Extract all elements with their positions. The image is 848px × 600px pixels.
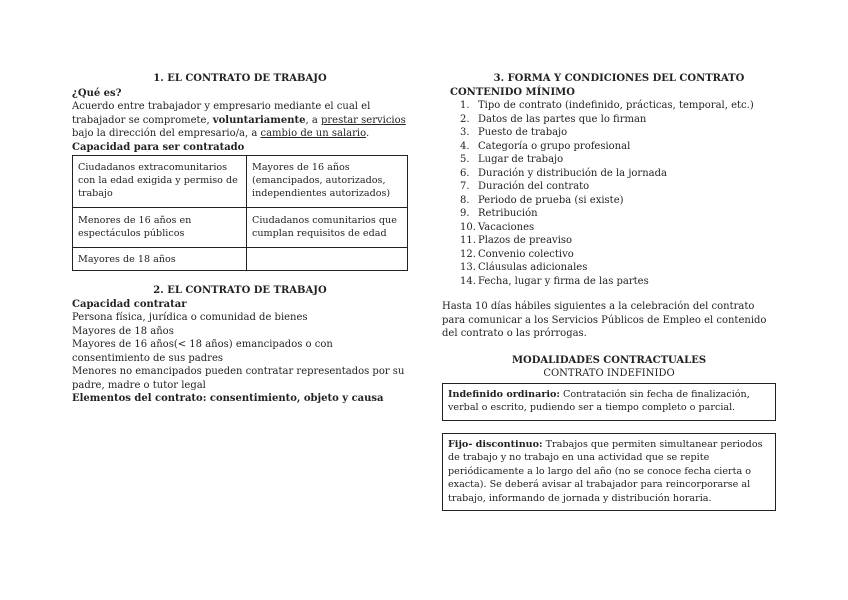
capacity-line: Mayores de 18 años	[72, 325, 174, 337]
box-text: Contratación sin fecha de finalización, verbal o escrito, pudiendo ser a tiempo completo o parcial.	[448, 388, 750, 413]
table-cell: Menores de 16 años en espectáculos públicos	[73, 208, 247, 248]
list-number: 8.	[460, 194, 470, 206]
capacity-heading: Capacidad para ser contratado	[72, 141, 245, 153]
table-row	[73, 156, 408, 208]
minimum-content-list	[442, 99, 776, 288]
list-item-text: Puesto de trabajo	[478, 127, 568, 138]
minimum-content-heading: CONTENIDO MÍNIMO	[450, 86, 575, 98]
table-cell: Mayores de 16 años (emancipados, autorizados, independientes autorizados)	[247, 156, 408, 208]
list-item-text: Retribución	[478, 208, 538, 219]
capacity-line: Menores no emancipados pueden contratar representados por su padre, madre o tutor legal	[72, 366, 405, 391]
table-row	[73, 248, 408, 271]
list-item-text: Periodo de prueba (si existe)	[478, 194, 624, 206]
list-number: 7.	[460, 181, 470, 192]
list-number: 1.	[460, 100, 470, 111]
list-item	[442, 113, 776, 127]
table-cell	[247, 248, 408, 271]
indefinido-ordinario-box	[442, 383, 776, 421]
section1-title: 1. EL CONTRATO DE TRABAJO	[153, 73, 327, 84]
capacity-line: Mayores de 16 años(< 18 años) emancipados o con consentimiento de sus padres	[72, 339, 333, 364]
list-item-text: Fecha, lugar y firma de las partes	[478, 275, 649, 287]
list-item-text: Cláusulas adicionales	[478, 262, 588, 273]
contract-definition: Acuerdo entre trabajador y empresario mediante el cual el trabajador se compromete, voluntariamente, a prestar servicios bajo la dirección del empresario/a, a cambio de un salario.	[72, 101, 406, 139]
list-item-text: Duración y distribución de la jornada	[478, 167, 667, 179]
list-number: 9.	[460, 208, 470, 219]
table-cell: Ciudadanos comunitarios que cumplan requisitos de edad	[247, 208, 408, 248]
indefinido-subtitle: CONTRATO INDEFINIDO	[543, 368, 675, 379]
left-column	[72, 72, 408, 406]
list-item-text: Datos de las partes que lo firman	[478, 113, 647, 125]
list-number: 5.	[460, 154, 470, 165]
list-item	[442, 248, 776, 262]
section2-title: 2. EL CONTRATO DE TRABAJO	[153, 285, 327, 296]
list-item	[442, 261, 776, 275]
section3-title: 3. FORMA Y CONDICIONES DEL CONTRATO	[493, 73, 745, 84]
modalidades-title: MODALIDADES CONTRACTUALES	[511, 354, 707, 366]
list-item-text: Plazos de preaviso	[478, 235, 573, 246]
list-number: 6.	[460, 167, 470, 179]
capacity-contract-heading: Capacidad contratar	[72, 298, 187, 310]
list-number: 14.	[460, 275, 476, 287]
table-row	[73, 208, 408, 248]
list-item	[442, 167, 776, 181]
capacity-table	[72, 155, 408, 271]
list-item	[442, 275, 776, 289]
list-item	[442, 221, 776, 235]
capacity-line: Persona física, jurídica o comunidad de bienes	[72, 312, 308, 323]
list-item	[442, 140, 776, 154]
table-cell: Mayores de 18 años	[73, 248, 247, 271]
list-item-text: Categoría o grupo profesional	[478, 140, 631, 152]
list-item	[442, 153, 776, 167]
communication-note: Hasta 10 días hábiles siguientes a la celebración del contrato para comunicar a los Servicios Públicos de Empleo el contenido del contrato o las prórrogas.	[442, 301, 767, 339]
list-number: 10.	[460, 221, 476, 233]
list-item	[442, 99, 776, 113]
what-heading: ¿Qué es?	[72, 87, 122, 99]
list-number: 11.	[460, 235, 476, 246]
list-item	[442, 207, 776, 221]
box-text: Trabajos que permiten simultanear periodos de trabajo y no trabajo en una actividad que se repite periódicamente a lo largo del año (no se conoce fecha cierta o exacta). Se deberá avisar al trabajador para reincorporarse al trabajo, informando de jornada y distribución horaria.	[448, 438, 763, 504]
list-number: 13.	[460, 262, 476, 273]
list-item-text: Vacaciones	[478, 221, 535, 233]
list-number: 2.	[460, 113, 470, 125]
list-item	[442, 180, 776, 194]
list-item-text: Convenio colectivo	[478, 248, 574, 260]
list-item-text: Tipo de contrato (indefinido, prácticas, temporal, etc.)	[478, 100, 754, 111]
fijo-discontinuo-box	[442, 433, 776, 512]
list-item-text: Duración del contrato	[478, 181, 590, 192]
list-number: 4.	[460, 140, 470, 152]
list-item	[442, 194, 776, 208]
list-item-text: Lugar de trabajo	[478, 154, 564, 165]
table-cell: Ciudadanos extracomunitarios con la edad exigida y permiso de trabajo	[73, 156, 247, 208]
contract-elements: Elementos del contrato: consentimiento, objeto y causa	[72, 393, 384, 404]
right-column	[442, 72, 776, 511]
list-number: 3.	[460, 127, 470, 138]
box-label: Fijo- discontinuo:	[448, 438, 543, 450]
list-item	[442, 126, 776, 140]
box-label: Indefinido ordinario:	[448, 388, 560, 400]
list-number: 12.	[460, 248, 476, 260]
list-item	[442, 234, 776, 248]
